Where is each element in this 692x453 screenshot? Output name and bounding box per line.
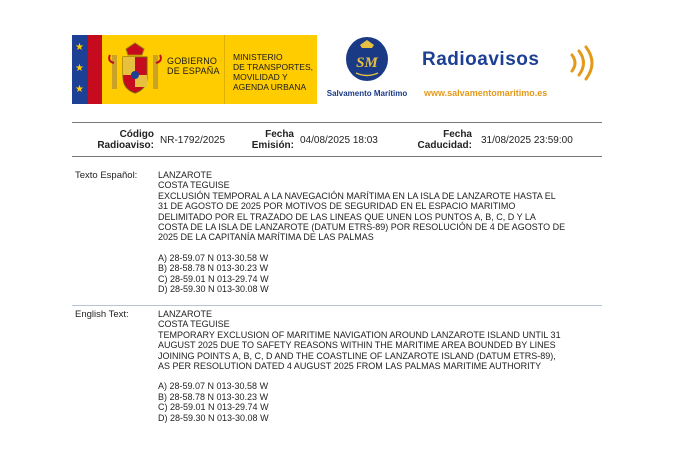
spanish-line: COSTA TEGUISE xyxy=(158,180,230,191)
english-line: AS PER RESOLUTION DATED 4 AUGUST 2025 FROM LAS PALMAS MARITIME AUTHORITY xyxy=(158,361,542,372)
english-line: LANZAROTE xyxy=(158,309,213,319)
english-coordinates xyxy=(158,381,602,423)
gobierno-line: DE ESPAÑA xyxy=(167,66,220,76)
ministerio-line: MINISTERIO xyxy=(233,52,283,62)
coordinate-line: D) 28-59.30 N 013-30.08 W xyxy=(158,412,269,423)
spanish-line: DELIMITADO POR EL TRAZADO DE LAS LINEAS QUE UNEN LOS PUNTOS A, B, C, D Y LA xyxy=(158,211,536,222)
coat-of-arms-icon xyxy=(106,41,164,99)
expiry-label-line: Fecha xyxy=(443,129,472,140)
spanish-line: LANZAROTE xyxy=(158,170,213,180)
info-top-rule xyxy=(72,122,602,123)
coordinate-line: D) 28-59.30 N 013-30.08 W xyxy=(158,284,269,295)
radioavisos-url: www.salvamentomaritimo.es xyxy=(424,88,548,98)
coordinate-line: C) 28-59.01 N 013-29.74 W xyxy=(158,273,269,284)
emission-label-line: Emisión: xyxy=(251,140,294,151)
english-line: AUGUST 2025 DUE TO SAFETY REASONS WITHIN THE MARITIME AREA BOUNDED BY LINES xyxy=(158,340,556,351)
ministerio-line: DE TRANSPORTES, xyxy=(233,62,313,72)
eu-flag-strip xyxy=(72,35,88,104)
coordinate-line: B) 28-58.78 N 013-30.23 W xyxy=(158,263,269,274)
gobierno-espana-logo xyxy=(72,35,224,104)
emission-value: 04/08/2025 18:03 xyxy=(300,135,378,146)
spanish-line: EXCLUSIÓN TEMPORAL A LA NAVEGACIÓN MARÍTIMA EN LA ISLA DE LANZAROTE HASTA EL xyxy=(158,190,556,201)
spain-flag-strip xyxy=(88,35,102,104)
info-bottom-rule xyxy=(72,156,602,157)
gobierno-line: GOBIERNO xyxy=(167,56,218,66)
sm-monogram: SM xyxy=(356,55,378,71)
salvamento-emblem-icon xyxy=(346,37,388,81)
coordinate-line: A) 28-59.07 N 013-30.58 W xyxy=(158,252,269,263)
emission-label xyxy=(248,129,294,151)
coordinate-line: B) 28-58.78 N 013-30.23 W xyxy=(158,391,269,402)
star-icon: ★ xyxy=(75,42,84,53)
expiry-label xyxy=(414,129,472,151)
code-label-line: Radioaviso: xyxy=(97,140,154,151)
expiry-value: 31/08/2025 23:59:00 xyxy=(481,135,573,146)
code-label-line: Código xyxy=(119,129,154,140)
english-line: TEMPORARY EXCLUSION OF MARITIME NAVIGATION AROUND LANZAROTE ISLAND UNTIL 31 xyxy=(158,329,561,340)
ministerio-logo xyxy=(224,35,317,104)
spanish-line: COSTA DE LA ISLA DE LANZAROTE (DATUM ETRS-89) POR RESOLUCIÓN DE 4 DE AGOSTO DE xyxy=(158,222,566,233)
spanish-coordinates xyxy=(158,253,602,295)
english-text-block xyxy=(158,309,602,423)
coordinate-line: A) 28-59.07 N 013-30.58 W xyxy=(158,381,269,392)
coordinate-line: C) 28-59.01 N 013-29.74 W xyxy=(158,402,269,413)
spanish-text-block xyxy=(158,170,602,294)
salvamento-text: Salvamento Marítimo xyxy=(326,89,408,98)
code-label xyxy=(92,129,154,151)
spanish-line: 31 DE AGOSTO DE 2025 POR MOTIVOS DE SEGURIDAD EN EL ESPACIO MARITIMO xyxy=(158,201,516,212)
ministerio-text xyxy=(233,52,313,92)
ministerio-line: MOVILIDAD Y xyxy=(233,72,288,82)
spanish-label: Texto Español: xyxy=(75,170,138,181)
english-label: English Text: xyxy=(75,309,129,320)
spanish-line: 2025 DE LA CAPITANÍA MARÍTIMA DE LAS PALMAS xyxy=(158,232,374,243)
gobierno-text xyxy=(167,56,220,76)
expiry-label-line: Caducidad: xyxy=(417,140,472,151)
english-line: JOINING POINTS A, B, C, D AND THE COASTLINE OF LANZAROTE ISLAND (DATUM ETRS-89), xyxy=(158,350,556,361)
salvamento-maritimo-logo xyxy=(318,35,416,104)
star-icon: ★ xyxy=(75,84,84,95)
radioavisos-logo xyxy=(418,35,602,104)
ministerio-line: AGENDA URBANA xyxy=(233,82,307,92)
radio-waves-icon xyxy=(568,45,600,81)
section-divider xyxy=(72,305,602,306)
emission-label-line: Fecha xyxy=(265,129,294,140)
english-line: COSTA TEGUISE xyxy=(158,319,230,330)
code-value: NR-1792/2025 xyxy=(160,135,226,146)
star-icon: ★ xyxy=(75,63,84,74)
radioavisos-title: Radioavisos xyxy=(422,49,540,70)
